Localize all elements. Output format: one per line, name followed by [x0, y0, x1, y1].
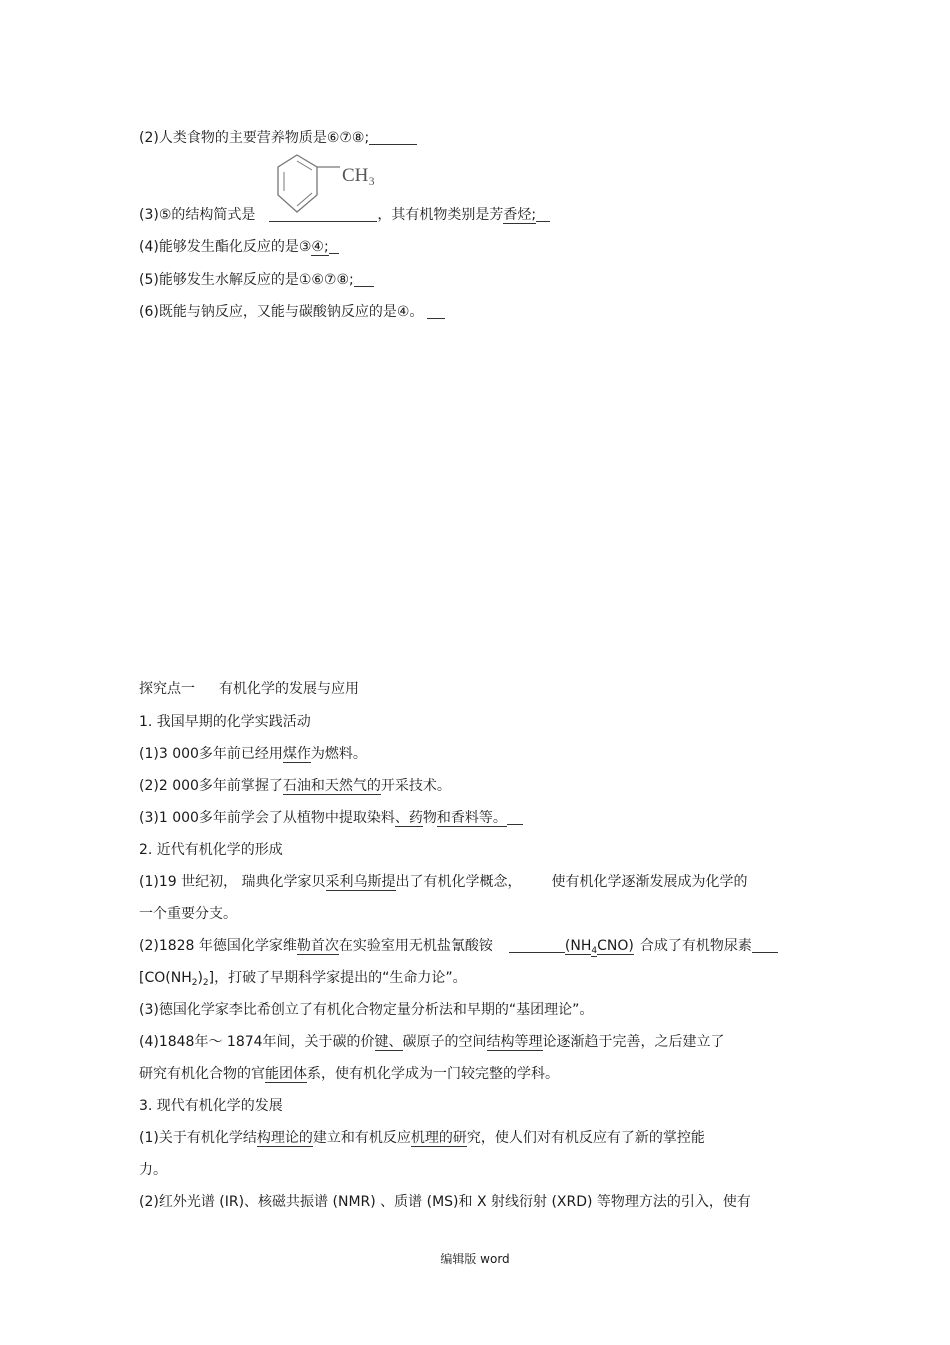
section-heading: 探究点一 有机化学的发展与应用 [139, 681, 359, 697]
methyl-group-label: CH₃ [342, 165, 376, 186]
s2-p4: (4)1848年～ 1874年间，关于碳的价键、碳原子的空间结构等理论逐渐趋于完善，之后建立了 [139, 1034, 725, 1050]
structure-blank [269, 207, 377, 222]
s2-p3: (3)德国化学家李比希创立了有机化合物定量分析法和早期的“基团理论”。 [139, 1002, 594, 1018]
s3-p1: (1)关于有机化学结构理论的建立和有机反应机理的研究，使人们对有机反应有了新的掌控能 [139, 1130, 705, 1146]
s2-p2-cont: $[CO(NH_2)_2]$，打破了早期科学家提出的“生命力论”。 [139, 970, 467, 988]
s2-p1-cont: 一个重要分支。 [139, 906, 237, 922]
answer-5: (5)能够发生水解反应的是①⑥⑦⑧; [139, 271, 374, 289]
answer-blank [369, 130, 417, 145]
s2-p4-cont: 研究有机化合物的官能团体系，使有机化学成为一门较完整的学科。 [139, 1066, 559, 1082]
s2-p1: (1)19 世纪初， 瑞典化学家贝采利乌斯提出了有机化学概念， 使有机化学逐渐发展成为化学的 [139, 874, 748, 890]
answer-2: (2)人类食物的主要营养物质是⑥⑦⑧; [139, 129, 417, 147]
s1-p3: (3)1 000多年前学会了从植物中提取染料、药物和香料等。 [139, 809, 523, 827]
s3-title: 3. 现代有机化学的发展 [139, 1098, 283, 1114]
answer-4: (4)能够发生酯化反应的是③④; [139, 238, 339, 256]
s1-p1: (1)3 000多年前已经用煤作为燃料。 [139, 746, 367, 762]
s3-p1-cont: 力。 [139, 1162, 167, 1178]
s3-p2: (2)红外光谱 (IR)、核磁共振谱 (NMR) 、质谱 (MS)和 X 射线衍射 (XRD) 等物理方法的引入，使有 [139, 1194, 751, 1210]
s2-p2: (2)1828 年德国化学家维勒首次在实验室用无机盐氰酸铵 $(NH_4CNO)$ 合成了有机物尿素 [139, 937, 778, 960]
answer-6: (6)既能与钠反应，又能与碳酸钠反应的是④。 [139, 303, 445, 321]
s2-title: 2. 近代有机化学的形成 [139, 842, 283, 858]
answer-3: (3)⑤的结构简式是 ，其有机物类别是芳香烃; [139, 206, 550, 224]
page-footer: 编辑版 word [440, 1252, 510, 1266]
s1-p2: (2)2 000多年前掌握了石油和天然气的开采技术。 [139, 778, 451, 794]
s1-title: 1. 我国早期的化学实践活动 [139, 714, 311, 730]
